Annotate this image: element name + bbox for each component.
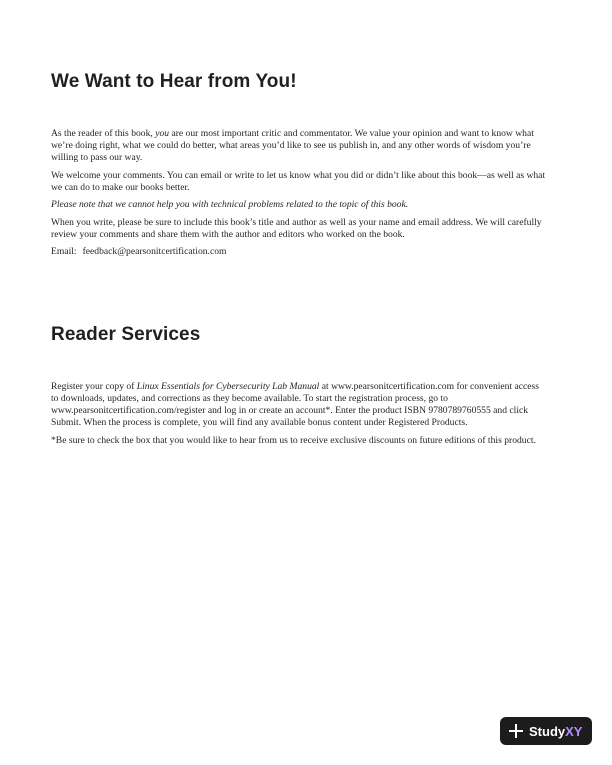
paragraph-register-copy: Register your copy of Linux Essentials for Cybersecurity Lab Manual at www.pearsonitcertification.com for convenient access to downloads, updates, and corrections as they become available. To start the registration process, go to www.pearsonitcertification.com/register and log in or create an account*. Enter the product ISBN 9780789760555 and click Submit. When the process is complete, you will find any available bonus content under Registered Products. [51,381,540,429]
email-address[interactable]: feedback@pearsonitcertification.com [82,246,227,258]
paragraph-discount-note: *Be sure to check the box that you would like to hear from us to receive exclusive discounts on future editions of this product. [51,434,536,446]
section-heading-reader-services: Reader Services [51,324,201,345]
watermark-text: Study [529,723,566,739]
paragraph-technical-note: Please note that we cannot help you with technical problems related to the topic of this book. [51,199,409,211]
paragraph-reader-critic: As the reader of this book, you are our most important critic and commentator. We value your opinion and want to know what we’re doing right, what we could do better, what areas you’d like to see us publish in, and any other words of wisdom you’re willing to pass our way. [51,128,534,164]
book-title: Linux Essentials for Cybersecurity Lab Manual [136,381,320,392]
studyxy-watermark [500,717,592,745]
emphasis-you: you [155,128,170,139]
feedback-section-body [51,128,546,264]
watermark-accent-text: XY [565,723,583,739]
paragraph-welcome-comments: We welcome your comments. You can email or write to let us know what you did or didn’t like about this book—as well as what we can do to make our books better. [51,169,546,193]
section-heading-feedback: We Want to Hear from You! [51,71,297,92]
reader-services-body [51,381,546,452]
email-row [51,246,546,258]
plus-icon [508,723,524,739]
paragraph-when-you-write: When you write, please be sure to include this book’s title and author as well as your name and email address. We will carefully review your comments and share them with the author and editors who worked on the book. [51,216,542,240]
email-label: Email: [51,246,77,258]
